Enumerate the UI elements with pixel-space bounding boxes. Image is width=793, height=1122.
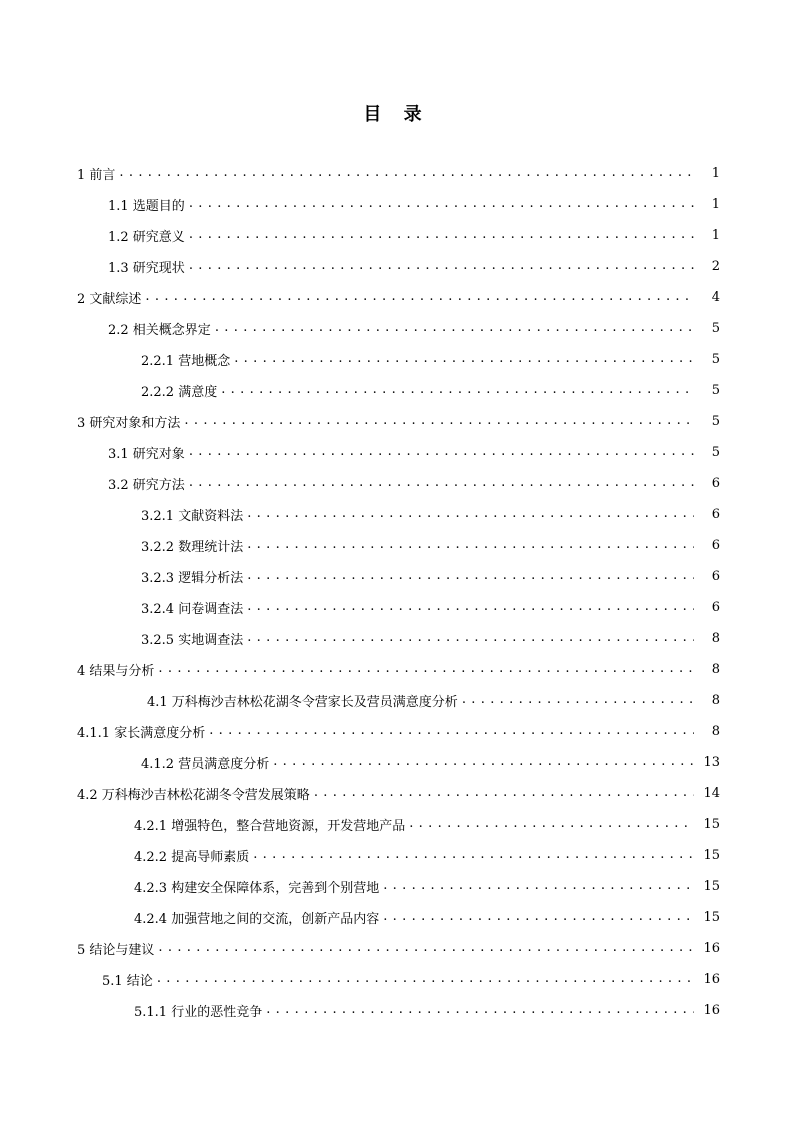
toc-leader-dots: [266, 1004, 694, 1018]
toc-leader-dots: [462, 694, 694, 708]
toc-entry-page: 13: [703, 755, 720, 770]
toc-entry-label: 4.2.1 增强特色，整合营地资源，开发营地产品: [134, 819, 406, 834]
toc-entry-page: 2: [711, 259, 720, 274]
toc-entry[interactable]: [77, 654, 720, 685]
toc-entry[interactable]: [77, 158, 720, 189]
toc-leader-dots: [253, 849, 694, 863]
toc-entry-label: 4.1.1 家长满意度分析: [77, 726, 206, 741]
toc-entry-label: 2.2.1 营地概念: [141, 354, 231, 369]
toc-entry-page: 6: [711, 538, 720, 553]
toc-leader-dots: [119, 167, 694, 181]
toc-entry-label: 3.2.2 数理统计法: [141, 540, 244, 555]
toc-entry[interactable]: [134, 840, 720, 871]
toc-entry-page: 6: [711, 600, 720, 615]
toc-entry-label: 2 文献综述: [77, 292, 142, 307]
toc-entry-page: 15: [703, 879, 720, 894]
toc-entry-label: 2.2.2 满意度: [141, 385, 218, 400]
toc-entry-label: 1.2 研究意义: [108, 230, 185, 245]
toc-entry-page: 1: [711, 228, 720, 243]
toc-entry-page: 8: [711, 662, 720, 677]
toc-leader-dots: [234, 353, 694, 367]
toc-leader-dots: [247, 508, 694, 522]
toc-entry[interactable]: [77, 406, 720, 437]
toc-entry-label: 3.2 研究方法: [108, 478, 185, 493]
toc-entry[interactable]: [141, 592, 720, 623]
toc-entry[interactable]: [108, 313, 720, 344]
toc-leader-dots: [247, 539, 694, 553]
toc-leader-dots: [215, 322, 694, 336]
toc-entry-page: 5: [711, 414, 720, 429]
toc-entry-page: 4: [711, 290, 720, 305]
toc-leader-dots: [145, 291, 694, 305]
toc-entry[interactable]: [141, 499, 720, 530]
toc-entry-page: 6: [711, 507, 720, 522]
toc-entry[interactable]: [108, 220, 720, 251]
toc-entry-label: 3 研究对象和方法: [77, 416, 181, 431]
toc-entry-page: 5: [711, 383, 720, 398]
toc-entry-label: 5.1.1 行业的恶性竞争: [134, 1005, 263, 1020]
toc-entry-page: 1: [711, 197, 720, 212]
toc-entry-label: 4.1.2 营员满意度分析: [141, 757, 270, 772]
toc-entry[interactable]: [134, 995, 720, 1026]
toc-entry[interactable]: [108, 189, 720, 220]
toc-entry-label: 4.2.4 加强营地之间的交流，创新产品内容: [134, 912, 380, 927]
toc-entry[interactable]: [77, 282, 720, 313]
toc-entry[interactable]: [141, 561, 720, 592]
toc-entry[interactable]: [134, 871, 720, 902]
toc-entry[interactable]: [141, 344, 720, 375]
toc-leader-dots: [189, 198, 694, 212]
toc-entry-label: 2.2 相关概念界定: [108, 323, 211, 338]
toc-leader-dots: [314, 787, 694, 801]
toc-leader-dots: [247, 632, 694, 646]
toc-entry-page: 5: [711, 445, 720, 460]
toc-entry[interactable]: [108, 251, 720, 282]
toc-entry[interactable]: [147, 685, 720, 716]
toc-entry-page: 6: [711, 476, 720, 491]
toc-entry-page: 16: [703, 1003, 720, 1018]
toc-entry-page: 6: [711, 569, 720, 584]
toc-entry[interactable]: [141, 623, 720, 654]
toc-entry-label: 4 结果与分析: [77, 664, 155, 679]
toc-entry[interactable]: [77, 716, 720, 747]
toc-leader-dots: [158, 663, 694, 677]
toc-leader-dots: [273, 756, 694, 770]
toc-leader-dots: [189, 477, 694, 491]
toc-entry[interactable]: [108, 468, 720, 499]
toc-entry[interactable]: [134, 902, 720, 933]
toc-entry-page: 5: [711, 352, 720, 367]
toc-entry-label: 3.2.3 逻辑分析法: [141, 571, 244, 586]
toc-entry-label: 4.2.2 提高导师素质: [134, 850, 250, 865]
toc-entry-page: 8: [711, 693, 720, 708]
page-title: 目 录: [363, 104, 430, 125]
toc-entry-label: 1.1 选题目的: [108, 199, 185, 214]
toc-leader-dots: [247, 601, 694, 615]
toc-leader-dots: [184, 415, 694, 429]
toc-entry-page: 16: [703, 941, 720, 956]
toc-entry[interactable]: [134, 809, 720, 840]
toc-entry-page: 5: [711, 321, 720, 336]
toc-entry-page: 1: [711, 166, 720, 181]
toc-entry-page: 16: [703, 972, 720, 987]
toc-leader-dots: [189, 229, 694, 243]
toc-entry-label: 4.1 万科梅沙吉林松花湖冬令营家长及营员满意度分析: [147, 695, 458, 710]
toc-leader-dots: [189, 260, 694, 274]
toc-entry[interactable]: [141, 747, 720, 778]
toc-entry-page: 15: [703, 910, 720, 925]
toc-entry-page: 8: [711, 631, 720, 646]
toc-leader-dots: [209, 725, 694, 739]
toc-leader-dots: [383, 911, 694, 925]
toc-entry-label: 1 前言: [77, 168, 116, 183]
toc-entry-label: 5 结论与建议: [77, 943, 155, 958]
toc-entry-label: 3.2.5 实地调查法: [141, 633, 244, 648]
toc-entry[interactable]: [77, 778, 720, 809]
toc-leader-dots: [247, 570, 694, 584]
toc-leader-dots: [383, 880, 694, 894]
toc-leader-dots: [158, 942, 694, 956]
toc-entry-label: 3.1 研究对象: [108, 447, 185, 462]
toc-entry[interactable]: [141, 375, 720, 406]
toc-entry-page: 8: [711, 724, 720, 739]
toc-leader-dots: [189, 446, 694, 460]
toc-entry[interactable]: [77, 933, 720, 964]
toc-entry-label: 3.2.1 文献资料法: [141, 509, 244, 524]
toc-entry-page: 14: [703, 786, 720, 801]
toc-leader-dots: [409, 818, 694, 832]
toc-entry-label: 1.3 研究现状: [108, 261, 185, 276]
toc-entry[interactable]: [108, 437, 720, 468]
toc-entry-label: 3.2.4 问卷调查法: [141, 602, 244, 617]
toc-entry-label: 5.1 结论: [102, 974, 153, 989]
toc-entry-page: 15: [703, 848, 720, 863]
toc-entry[interactable]: [141, 530, 720, 561]
toc-entry[interactable]: [102, 964, 720, 995]
toc-leader-dots: [157, 973, 694, 987]
toc-entry-page: 15: [703, 817, 720, 832]
toc-entry-label: 4.2.3 构建安全保障体系，完善到个别营地: [134, 881, 380, 896]
toc-entry-label: 4.2 万科梅沙吉林松花湖冬令营发展策略: [77, 788, 310, 803]
toc-leader-dots: [221, 384, 694, 398]
